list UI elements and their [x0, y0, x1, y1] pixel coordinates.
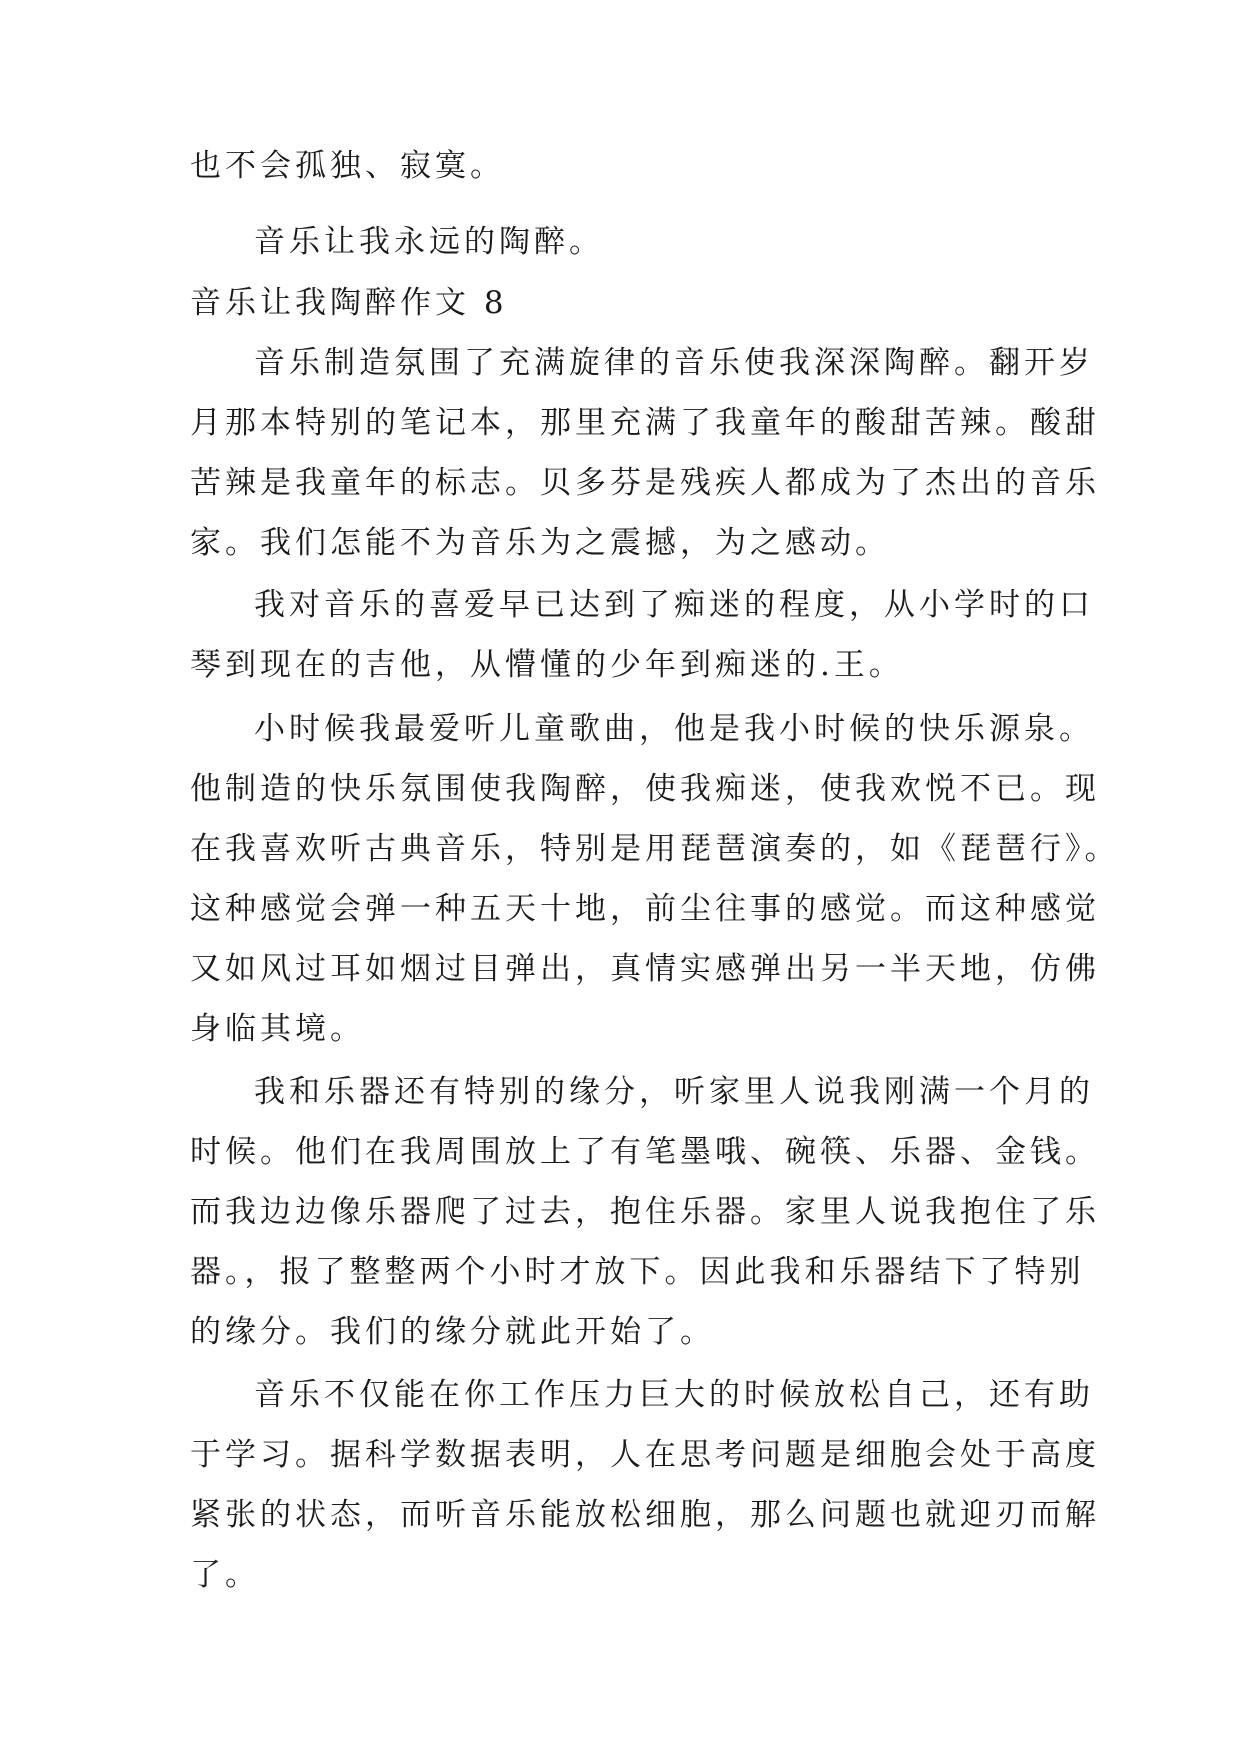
- text-line-11: 他制造的快乐氛围使我陶醉，使我痴迷，使我欢悦不已。现: [190, 771, 1100, 807]
- text-line-21: 音乐不仅能在你工作压力巨大的时候放松自己，还有助: [254, 1377, 1094, 1413]
- text-line-13: 这种感觉会弹一种五天十地，前尘往事的感觉。而这种感觉: [190, 891, 1100, 927]
- text-line-5: 月那本特别的笔记本，那里充满了我童年的酸甜苦辣。酸甜: [190, 405, 1100, 441]
- text-line-2: 音乐让我永远的陶醉。: [254, 224, 604, 260]
- text-line-15: 身临其境。: [190, 1011, 365, 1047]
- text-line-9: 琴到现在的吉他，从懵懂的少年到痴迷的.王。: [190, 647, 904, 683]
- text-line-6: 苦辣是我童年的标志。贝多芬是残疾人都成为了杰出的音乐: [190, 465, 1100, 501]
- text-line-17: 时候。他们在我周围放上了有笔墨哦、碗筷、乐器、金钱。: [190, 1134, 1100, 1170]
- essay-heading: 音乐让我陶醉作文 8: [190, 285, 508, 321]
- text-line-4: 音乐制造氛围了充满旋律的音乐使我深深陶醉。翻开岁: [254, 345, 1094, 381]
- text-line-23: 紧张的状态，而听音乐能放松细胞，那么问题也就迎刃而解: [190, 1497, 1100, 1533]
- text-line-7: 家。我们怎能不为音乐为之震撼，为之感动。: [190, 525, 890, 561]
- text-line-12: 在我喜欢听古典音乐，特别是用琵琶演奏的，如《琵琶行》。: [190, 831, 1120, 867]
- text-line-19: 器。，报了整整两个小时才放下。因此我和乐器结下了特别: [190, 1254, 1085, 1290]
- text-line-20: 的缘分。我们的缘分就此开始了。: [190, 1314, 715, 1350]
- text-line-10: 小时候我最爱听儿童歌曲，他是我小时候的快乐源泉。: [254, 711, 1094, 747]
- text-line-1: 也不会孤独、寂寞。: [190, 148, 505, 184]
- text-line-8: 我对音乐的喜爱早已达到了痴迷的程度，从小学时的口: [254, 587, 1094, 623]
- text-line-16: 我和乐器还有特别的缘分，听家里人说我刚满一个月的: [254, 1074, 1094, 1110]
- text-line-22: 于学习。据科学数据表明，人在思考问题是细胞会处于高度: [190, 1437, 1100, 1473]
- text-line-14: 又如风过耳如烟过目弹出，真情实感弹出另一半天地，仿佛: [190, 951, 1100, 987]
- text-line-18: 而我边边像乐器爬了过去，抱住乐器。家里人说我抱住了乐: [190, 1194, 1100, 1230]
- text-line-24: 了。: [190, 1557, 260, 1593]
